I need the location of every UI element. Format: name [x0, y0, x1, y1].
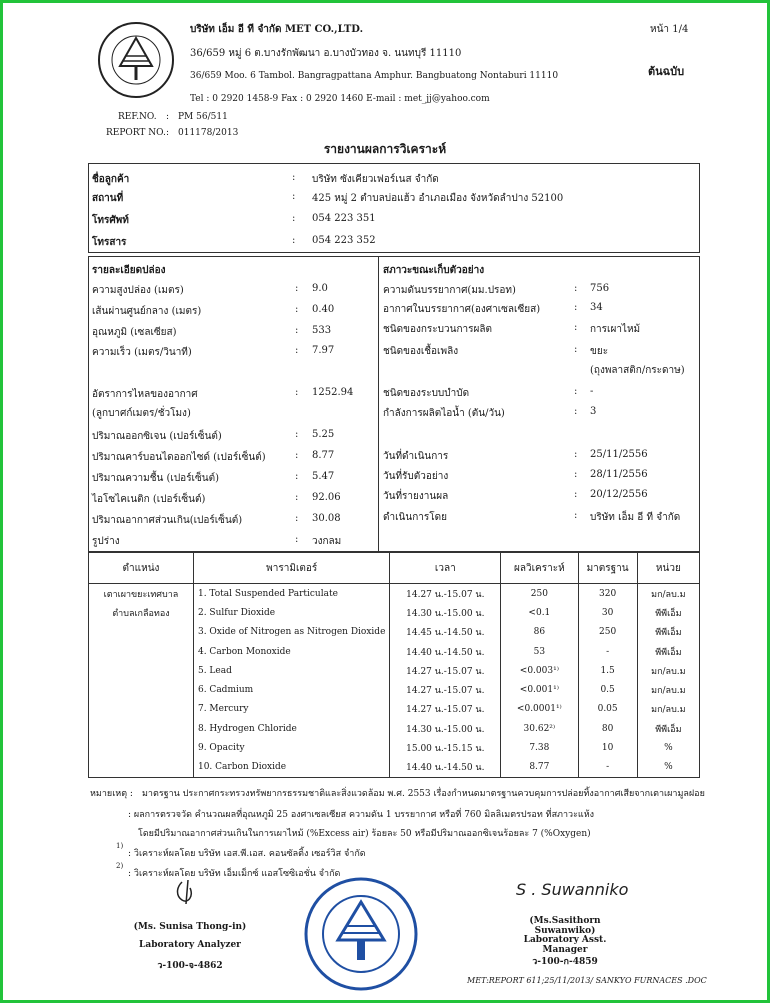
sampling-value: -	[590, 386, 594, 397]
report-value: 011178/2013	[178, 128, 239, 138]
table-row	[89, 642, 700, 661]
table-row	[89, 719, 700, 738]
time-cell: 14.45 น.-14.50 น.	[390, 623, 501, 642]
stack-label: ความเร็ว (เมตร/วินาที)	[92, 347, 192, 358]
stack-value: 7.97	[312, 345, 335, 356]
fax-value: 054 223 352	[312, 235, 376, 246]
result-cell: 8.77	[501, 758, 578, 778]
stack-label: ความสูงปล่อง (เมตร)	[92, 285, 184, 296]
stack-label: ปริมาณคาร์บอนไดออกไซด์ (เปอร์เซ็นต์)	[92, 452, 266, 463]
std-cell: 320	[578, 584, 637, 604]
time-cell: 14.27 น.-15.07 น.	[390, 700, 501, 719]
note-marker: 1)	[116, 842, 124, 850]
location-cell: ตำบลเกลือทอง	[89, 603, 194, 622]
table-row	[89, 680, 700, 699]
sampling-heading: สภาวะขณะเก็บตัวอย่าง	[383, 265, 485, 276]
company-name: บริษัท เอ็ม อี ที จำกัด MET CO.,LTD.	[190, 24, 364, 35]
ref-value: PM 56/511	[178, 112, 228, 122]
col-header: หน่วย	[637, 553, 699, 584]
phone-value: 054 223 351	[312, 213, 376, 224]
sampling-label: ชนิดของระบบบำบัด	[383, 388, 470, 399]
stack-value: 533	[312, 325, 332, 336]
unit-cell: %	[637, 738, 699, 757]
note-marker: 2)	[116, 862, 124, 870]
std-cell: 0.5	[578, 680, 637, 699]
company-logo	[96, 20, 176, 100]
result-cell: 86	[501, 623, 578, 642]
time-cell: 14.27 น.-15.07 น.	[390, 584, 501, 604]
note-text: : วิเคราะห์ผลโดย บริษัท เอส.พี.เอส. คอนซัลติ้ง เซอร์วิส จำกัด	[128, 849, 366, 859]
stack-heading: รายละเอียดปล่อง	[92, 265, 166, 276]
sampling-value: 28/11/2556	[590, 469, 648, 480]
location-value: 425 หมู่ 2 ตำบลบ่อแฮ้ว อำเภอเมือง จังหวัดลำปาง 52100	[312, 193, 564, 204]
sampling-value: 34	[590, 302, 603, 313]
unit-cell: พีพีเอ็ม	[637, 623, 699, 642]
param-cell: 1. Total Suspended Particulate	[193, 584, 389, 604]
table-row	[89, 661, 700, 680]
sampling-value: (ถุงพลาสติก/กระดาษ)	[590, 365, 685, 376]
col-header: พารามิเตอร์	[193, 553, 389, 584]
result-cell: 250	[501, 584, 578, 604]
sampling-label: กำลังการผลิตไอน้ำ (ตัน/วัน)	[383, 408, 505, 419]
ref-label: REF.NO.	[118, 112, 157, 122]
std-cell: 30	[578, 603, 637, 622]
detail-box	[88, 256, 700, 552]
result-cell: <0.0001¹⁾	[501, 700, 578, 719]
stack-label: ปริมาณความชื้น (เปอร์เซ็นต์)	[92, 473, 219, 484]
col-header: ผลวิเคราะห์	[501, 553, 578, 584]
notes-label: หมายเหตุ :	[90, 789, 133, 799]
unit-cell: มก/ลบ.ม	[637, 680, 699, 699]
table-row	[89, 584, 700, 604]
sampling-label: อากาศในบรรยากาศ(องศาเซลเซียส)	[383, 304, 541, 315]
stack-value: 5.25	[312, 429, 335, 440]
time-cell: 15.00 น.-15.15 น.	[390, 738, 501, 757]
param-cell: 6. Cadmium	[193, 680, 389, 699]
col-header: ตำแหน่ง	[89, 553, 194, 584]
stack-value: วงกลม	[312, 536, 342, 547]
sampling-label: วันที่รายงานผล	[383, 491, 449, 502]
left-signer-id: ว-100-จ-4862	[157, 961, 223, 971]
time-cell: 14.40 น.-14.50 น.	[390, 642, 501, 661]
table-row	[89, 603, 700, 622]
param-cell: 2. Sulfur Dioxide	[193, 603, 389, 622]
sampling-value: 3	[590, 406, 597, 417]
company-stamp	[302, 876, 420, 992]
sampling-value: 25/11/2556	[590, 449, 648, 460]
right-signature: S . Suwanniko	[516, 880, 629, 899]
sampling-label: ชนิดของกระบวนการผลิต	[383, 324, 492, 335]
std-cell: 0.05	[578, 700, 637, 719]
report-label: REPORT NO.	[106, 128, 166, 138]
time-cell: 14.30 น.-15.00 น.	[390, 719, 501, 738]
col-header: เวลา	[390, 553, 501, 584]
result-cell: 53	[501, 642, 578, 661]
table-row	[89, 738, 700, 757]
contact-line: Tel : 0 2920 1458-9 Fax : 0 2920 1460 E-mail : met_jj@yahoo.com	[190, 94, 490, 104]
stack-label: (ลูกบาศก์เมตร/ชั่วโมง)	[92, 408, 191, 419]
sampling-label: ความดันบรรยากาศ(มม.ปรอท)	[383, 285, 516, 296]
stack-label: รูปร่าง	[92, 536, 120, 547]
address-thai: 36/659 หมู่ 6 ต.บางรักพัฒนา อ.บางบัวทอง จ. นนทบุรี 11110	[190, 48, 462, 59]
stack-label: ปริมาณออกซิเจน (เปอร์เซ็นต์)	[92, 431, 222, 442]
std-cell: 80	[578, 719, 637, 738]
sampling-value: 20/12/2556	[590, 489, 648, 500]
std-cell: 10	[578, 738, 637, 757]
std-cell: -	[578, 642, 637, 661]
sampling-label: ชนิดของเชื้อเพลิง	[383, 346, 459, 357]
result-cell: 7.38	[501, 738, 578, 757]
right-signer-title: Laboratory Asst. Manager	[523, 935, 607, 955]
std-cell: 250	[578, 623, 637, 642]
document-footer: MET:REPORT 611;25/11/2013/ SANKYO FURNACES .DOC	[467, 976, 707, 985]
right-signer-id: ว-100-ก-4859	[532, 957, 598, 967]
customer-value: บริษัท ซังเคียวเฟอร์เนส จำกัด	[312, 174, 439, 185]
unit-cell: พีพีเอ็ม	[637, 603, 699, 622]
stack-label: เส้นผ่านศูนย์กลาง (เมตร)	[92, 306, 202, 317]
stack-value: 5.47	[312, 471, 335, 482]
unit-cell: มก/ลบ.ม	[637, 584, 699, 604]
note-text: : ผลการตรวจวัด คำนวณผลที่อุณหภูมิ 25 องศาเซลเซียส ความดัน 1 บรรยากาศ หรือที่ 760 มิลลิเมตรปรอท ที่สภาวะแห้ง	[128, 810, 595, 820]
unit-cell: พีพีเอ็ม	[637, 719, 699, 738]
result-cell: 30.62²⁾	[501, 719, 578, 738]
sampling-value: 756	[590, 283, 610, 294]
fax-label: โทรสาร	[92, 237, 127, 248]
left-signer-name: (Ms. Sunisa Thong-in)	[133, 922, 247, 932]
note-text: โดยมีปริมาณอากาศส่วนเกินในการเผาไหม้ (%Excess air) ร้อยละ 50 หรือมีปริมาณออกซิเจนร้อยละ 7 (%Oxygen)	[138, 829, 591, 839]
table-row	[89, 700, 700, 719]
sampling-label: วันที่รับตัวอย่าง	[383, 471, 449, 482]
original-stamp: ต้นฉบับ	[648, 65, 685, 78]
std-cell: -	[578, 758, 637, 778]
stack-value: 92.06	[312, 492, 341, 503]
param-cell: 8. Hydrogen Chloride	[193, 719, 389, 738]
phone-label: โทรศัพท์	[92, 215, 129, 226]
stack-value: 0.40	[312, 304, 335, 315]
location-cell: เตาเผาขยะเทศบาล	[89, 584, 194, 604]
param-cell: 9. Opacity	[193, 738, 389, 757]
sampling-value: บริษัท เอ็ม อี ที จำกัด	[590, 512, 681, 523]
table-row	[89, 758, 700, 778]
param-cell: 10. Carbon Dioxide	[193, 758, 389, 778]
address-english: 36/659 Moo. 6 Tambol. Bangragpattana Amphur. Bangbuatong Nontaburi 11110	[190, 71, 559, 81]
sampling-value: การเผาไหม้	[590, 324, 641, 335]
time-cell: 14.27 น.-15.07 น.	[390, 680, 501, 699]
table-row	[89, 623, 700, 642]
result-cell: <0.1	[501, 603, 578, 622]
unit-cell: มก/ลบ.ม	[637, 661, 699, 680]
time-cell: 14.40 น.-14.50 น.	[390, 758, 501, 778]
stack-label: ไอโซไคเนติก (เปอร์เซ็นต์)	[92, 494, 206, 505]
sampling-label: วันที่ดำเนินการ	[383, 451, 449, 462]
page-number: หน้า 1/4	[650, 24, 689, 35]
unit-cell: มก/ลบ.ม	[637, 700, 699, 719]
stack-value: 8.77	[312, 450, 335, 461]
std-cell: 1.5	[578, 661, 637, 680]
stack-label: อัตราการไหลของอากาศ	[92, 389, 198, 400]
unit-cell: %	[637, 758, 699, 778]
unit-cell: พีพีเอ็ม	[637, 642, 699, 661]
result-cell: <0.003¹⁾	[501, 661, 578, 680]
param-cell: 3. Oxide of Nitrogen as Nitrogen Dioxide	[193, 623, 389, 642]
stack-label: อุณหภูมิ (เซลเซียส)	[92, 327, 177, 338]
col-header: มาตรฐาน	[578, 553, 637, 584]
param-cell: 7. Mercury	[193, 700, 389, 719]
stack-value: 30.08	[312, 513, 341, 524]
note-text: มาตรฐาน ประกาศกระทรวงทรัพยากรธรรมชาติและสิ่งแวดล้อม พ.ศ. 2553 เรื่องกำหนดมาตรฐานควบคุมการปล่อยทิ้งอากาศเสียจากเตาเผามูลฝอย	[142, 789, 705, 799]
left-signer-title: Laboratory Analyzer	[139, 940, 241, 950]
customer-label: ชื่อลูกค้า	[92, 174, 130, 185]
left-signature-mark	[168, 878, 208, 906]
note-text: : วิเคราะห์ผลโดย บริษัท เอ็มเม็กซ์ แอสโซซิเอชั่น จำกัด	[128, 869, 341, 879]
sampling-value: ขยะ	[590, 346, 609, 357]
right-signer-name: (Ms.Sasithorn Suwanwiko)	[529, 916, 601, 936]
param-cell: 4. Carbon Monoxide	[193, 642, 389, 661]
page-title: รายงานผลการวิเคราะห์	[323, 142, 447, 156]
stack-value: 9.0	[312, 283, 328, 294]
result-cell: <0.001¹⁾	[501, 680, 578, 699]
time-cell: 14.30 น.-15.00 น.	[390, 603, 501, 622]
results-table	[88, 552, 700, 778]
stack-value: 1252.94	[312, 387, 354, 398]
location-label: สถานที่	[92, 193, 124, 204]
stack-label: ปริมาณอากาศส่วนเกิน(เปอร์เซ็นต์)	[92, 515, 243, 526]
sampling-label: ดำเนินการโดย	[383, 512, 447, 523]
time-cell: 14.27 น.-15.07 น.	[390, 661, 501, 680]
param-cell: 5. Lead	[193, 661, 389, 680]
